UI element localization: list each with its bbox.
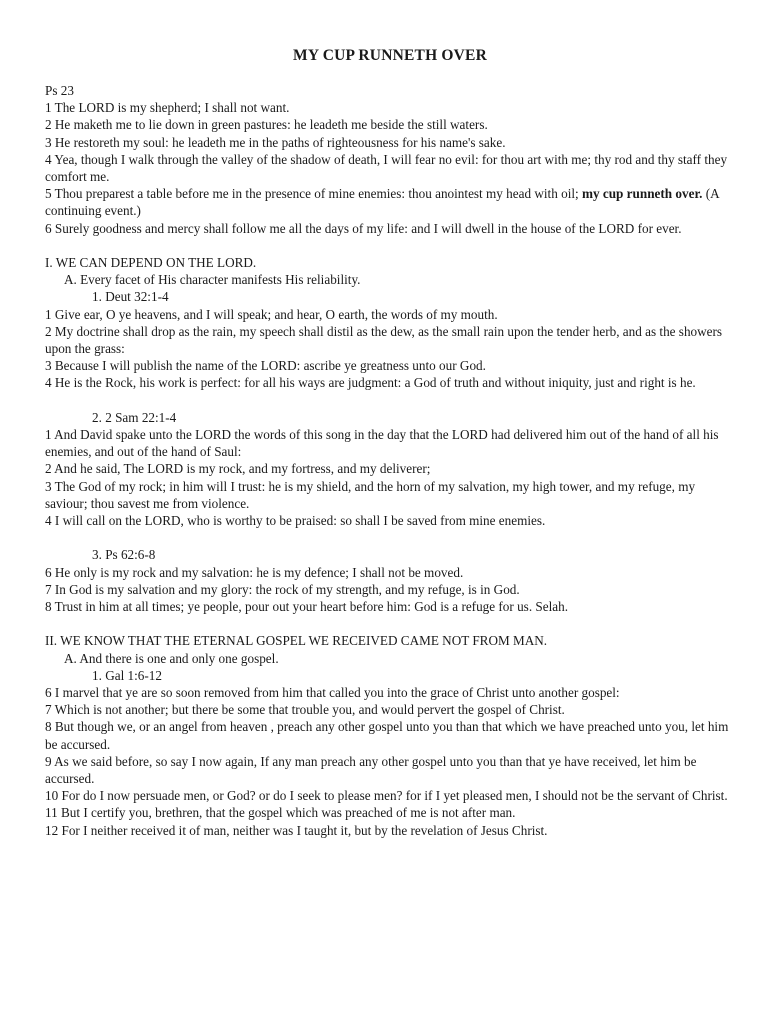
verse-note: (A continuing event.) — [45, 186, 719, 219]
verse-emphasis: my cup runneth over. — [581, 186, 703, 202]
verse: 10 For do I now persuade men, or God? or do I seek to please men? for if I yet pleased men, I should not be the servant of Christ. — [45, 788, 728, 804]
point-reference: 2. 2 Sam 22:1-4 — [92, 409, 177, 425]
verse: 12 For I neither received it of man, neither was I taught it, but by the revelation of Jesus Christ. — [45, 822, 548, 838]
verse: 9 As we said before, so say I now again, If any man preach any other gospel unto you than that ye have received, let him be accursed. — [45, 753, 697, 787]
verse: 4 He is the Rock, his work is perfect: for all his ways are judgment: a God of truth and without iniquity, just and right is he. — [45, 375, 696, 391]
intro-verse: 6 Surely goodness and mercy shall follow me all the days of my life: and I will dwell in the house of the LORD for ever. — [45, 220, 682, 236]
subpoint-heading: A. Every facet of His character manifests His reliability. — [64, 272, 361, 288]
section-heading: I. WE CAN DEPEND ON THE LORD. — [45, 255, 257, 271]
intro-verse-5 — [45, 185, 735, 219]
verse: 7 In God is my salvation and my glory: the rock of my strength, and my refuge, is in God. — [45, 581, 520, 597]
document-page — [45, 46, 735, 839]
point-reference: 1. Gal 1:6-12 — [92, 667, 162, 683]
intro-verse: 1 The LORD is my shepherd; I shall not want. — [45, 100, 290, 116]
section-heading: II. WE KNOW THAT THE ETERNAL GOSPEL WE RECEIVED CAME NOT FROM MAN. — [45, 633, 548, 649]
point-reference: 3. Ps 62:6-8 — [92, 547, 156, 563]
intro-verse: 2 He maketh me to lie down in green pastures: he leadeth me beside the still waters. — [45, 117, 488, 133]
document-title: MY CUP RUNNETH OVER — [293, 47, 487, 64]
verse: 1 And David spake unto the LORD the words of this song in the day that the LORD had delivered him out of the hand of all his enemies, and out of the hand of Saul: — [45, 427, 719, 460]
verse: 6 I marvel that ye are so soon removed from him that called you into the grace of Christ unto another gospel: — [45, 685, 620, 701]
verse-text: 5 Thou preparest a table before me in the presence of mine enemies: thou anointest my head with oil; — [45, 186, 582, 202]
verse: 7 Which is not another; but there be some that trouble you, and would pervert the gospel of Christ. — [45, 702, 565, 718]
subpoint-heading: A. And there is one and only one gospel. — [64, 650, 279, 666]
verse: 2 My doctrine shall drop as the rain, my speech shall distil as the dew, as the small rain upon the tender herb, and as the showers upon the grass: — [45, 323, 723, 357]
verse: 1 Give ear, O ye heavens, and I will speak; and hear, O earth, the words of my mouth. — [45, 306, 498, 322]
verse: 11 But I certify you, brethren, that the gospel which was preached of me is not after man. — [45, 805, 516, 821]
intro-reference: Ps 23 — [45, 83, 74, 98]
intro-verse: 4 Yea, though I walk through the valley of the shadow of death, I will fear no evil: for thou art with me; thy rod and thy staff they comfort me. — [45, 151, 728, 185]
verse: 4 I will call on the LORD, who is worthy to be praised: so shall I be saved from mine enemies. — [45, 513, 546, 529]
intro-verse: 3 He restoreth my soul: he leadeth me in the paths of righteousness for his name's sake. — [45, 134, 506, 150]
verse: 8 But though we, or an angel from heaven , preach any other gospel unto you than that which we have preached unto you, let him be accursed. — [45, 719, 729, 752]
point-reference: 1. Deut 32:1-4 — [92, 289, 169, 305]
verse: 3 Because I will publish the name of the LORD: ascribe ye greatness unto our God. — [45, 358, 486, 374]
verse: 8 Trust in him at all times; ye people, pour out your heart before him: God is a refuge for us. Selah. — [45, 599, 569, 615]
verse: 3 The God of my rock; in him will I trust: he is my shield, and the horn of my salvation, my high tower, and my refuge, my saviour; thou savest me from violence. — [45, 478, 696, 511]
verse: 6 He only is my rock and my salvation: he is my defence; I shall not be moved. — [45, 564, 464, 580]
verse: 2 And he said, The LORD is my rock, and my fortress, and my deliverer; — [45, 461, 431, 477]
